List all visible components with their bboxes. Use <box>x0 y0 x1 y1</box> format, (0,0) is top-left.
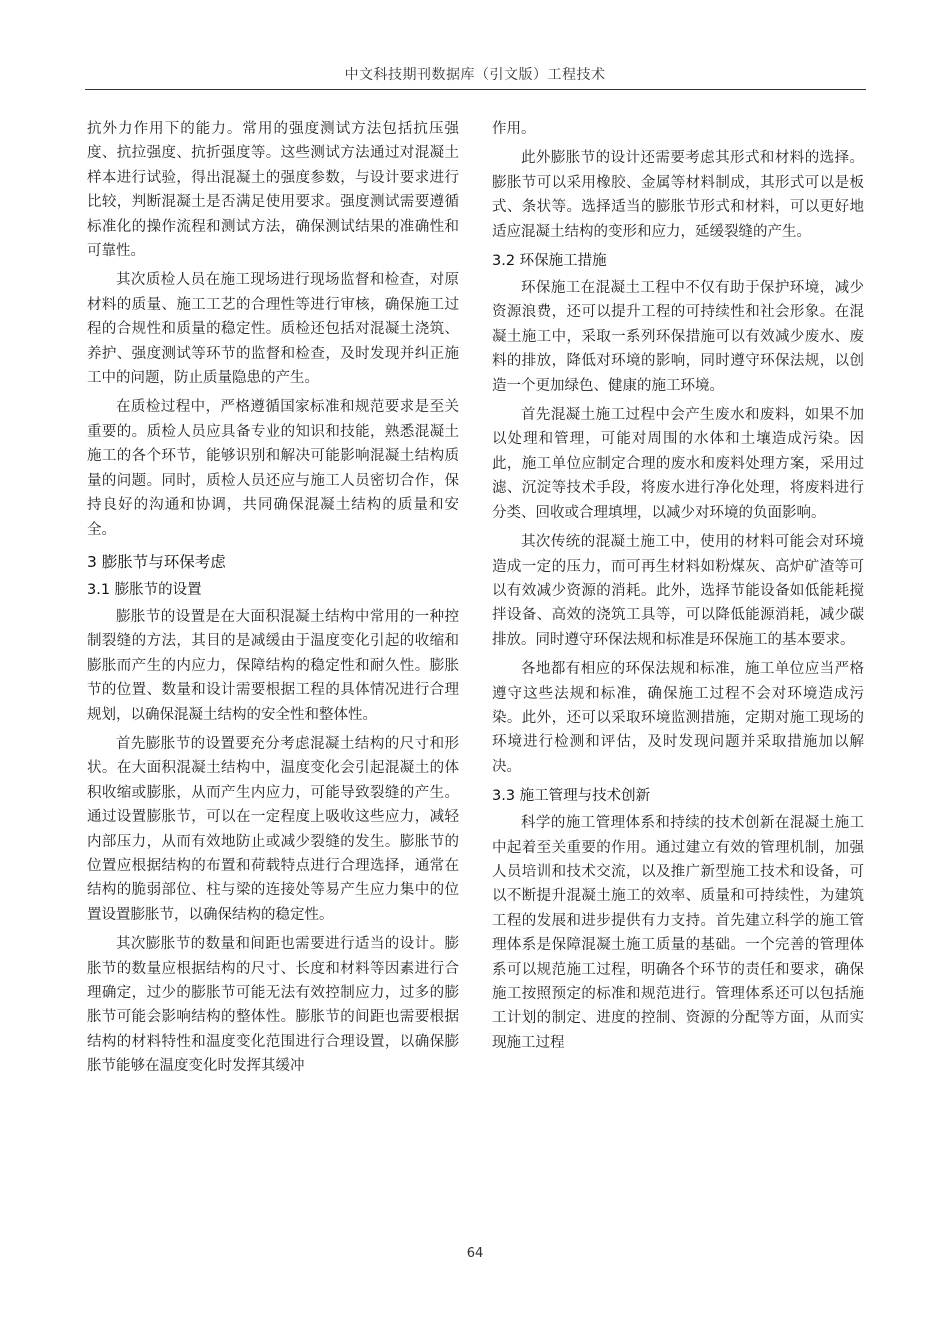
paragraph: 其次质检人员在施工现场进行现场监督和检查，对原材料的质量、施工工艺的合理性等进行审核，确保施工过程的合规性和质量的稳定性。质检还包括对混凝土浇筑、养护、强度测试等环节的监督和检查，及时发现并纠正施工中的问题，防止质量隐患的产生。 <box>87 272 459 387</box>
paragraph: 作用。 <box>492 121 536 137</box>
paragraph: 膨胀节的设置是在大面积混凝土结构中常用的一种控制裂缝的方法，其目的是减缓由于温度变化引起的收缩和膨胀而产生的内应力，保障结构的稳定性和耐久性。膨胀节的位置、数量和设计需要根据工程的具体情况进行合理规划，以确保混凝土结构的安全性和整体性。 <box>87 608 459 723</box>
paragraph: 此外膨胀节的设计还需要考虑其形式和材料的选择。膨胀节可以采用橡胶、金属等材料制成，其形式可以是板式、条状等。选择适当的膨胀节形式和材料，可以更好地适应混凝土结构的变形和应力，延缓裂缝的产生。 <box>492 150 864 240</box>
running-header: 中文科技期刊数据库（引文版）工程技术 <box>344 67 606 83</box>
paragraph: 首先混凝土施工过程中会产生废水和废料，如果不加以处理和管理，可能对周围的水体和土壤造成污染。因此，施工单位应制定合理的废水和废料处理方案，采用过滤、沉淀等技术手段，将废水进行净化处理，将废料进行分类、回收或合理填埋，以减少对环境的负面影响。 <box>492 407 864 521</box>
page-number: 64 <box>466 1246 484 1261</box>
paragraph: 首先膨胀节的设置要充分考虑混凝土结构的尺寸和形状。在大面积混凝土结构中，温度变化会引起混凝土的体积收缩或膨胀，从而产生内应力，可能导致裂缝的产生。通过设置膨胀节，可以在一定程度上吸收这些应力，减轻内部压力，从而有效地防止或减少裂缝的发生。膨胀节的位置应根据结构的布置和荷载特点进行合理选择，通常在结构的脆弱部位、柱与梁的连接处等易产生应力集中的位置设置膨胀节，以确保结构的稳定性。 <box>87 735 459 923</box>
header-divider <box>85 89 866 90</box>
subsection-heading-3-2: 3.2 环保施工措施 <box>492 253 607 270</box>
paragraph: 在质检过程中，严格遵循国家标准和规范要求是至关重要的。质检人员应具备专业的知识和技能，熟悉混凝土施工的各个环节，能够识别和解决可能影响混凝土结构质量的问题。同时，质检人员还应与施工人员密切合作，保持良好的沟通和协调，共同确保混凝土结构的质量和安全。 <box>87 399 459 538</box>
paragraph: 其次传统的混凝土施工中，使用的材料可能会对环境造成一定的压力，而可再生材料如粉煤灰、高炉矿渣等可以有效减少资源的消耗。此外，选择节能设备如低能耗搅拌设备、高效的浇筑工具等，可以降低能源消耗，减少碳排放。同时遵守环保法规和标准是环保施工的基本要求。 <box>492 534 864 648</box>
paragraph: 科学的施工管理体系和持续的技术创新在混凝土施工中起着至关重要的作用。通过建立有效的管理机制，加强人员培训和技术交流，以及推广新型施工技术和设备，可以不断提升混凝土施工的效率、质量和可持续性，为建筑工程的发展和进步提供有力支持。首先建立科学的施工管理体系是保障混凝土施工质量的基础。一个完善的管理体系可以规范施工过程，明确各个环节的责任和要求，确保施工按照预定的标准和规范进行。管理体系还可以包括施工计划的制定、进度的控制、资源的分配等方面，从而实现施工过程 <box>492 815 864 1051</box>
subsection-heading-3-1: 3.1 膨胀节的设置 <box>87 581 202 598</box>
paragraph: 其次膨胀节的数量和间距也需要进行适当的设计。膨胀节的数量应根据结构的尺寸、长度和材料等因素进行合理确定，过少的膨胀节可能无法有效控制应力，过多的膨胀节可能会影响结构的整体性。膨胀节的间距也需要根据结构的材料特性和温度变化范围进行合理设置，以确保膨胀节能够在温度变化时发挥其缓冲 <box>87 936 459 1075</box>
right-column <box>492 117 864 1060</box>
subsection-heading-3-3: 3.3 施工管理与技术创新 <box>492 788 651 805</box>
paragraph: 抗外力作用下的能力。常用的强度测试方法包括抗压强度、抗拉强度、抗折强度等。这些测试方法通过对混凝土样本进行试验，得出混凝土的强度参数，与设计要求进行比较，判断混凝土是否满足使用要求。强度测试需要遵循标准化的操作流程和测试方法，确保测试结果的准确性和可靠性。 <box>87 121 459 260</box>
paragraph: 环保施工在混凝土工程中不仅有助于保护环境，减少资源浪费，还可以提升工程的可持续性和社会形象。在混凝土施工中，采取一系列环保措施可以有效减少废水、废料的排放，降低对环境的影响，同时遵守环保法规，以创造一个更加绿色、健康的施工环境。 <box>492 280 864 394</box>
left-column <box>87 117 459 1084</box>
paragraph: 各地都有相应的环保法规和标准，施工单位应当严格遵守这些法规和标准，确保施工过程不会对环境造成污染。此外，还可以采取环境监测措施，定期对施工现场的环境进行检测和评估，及时发现问题并采取措施加以解决。 <box>492 661 864 775</box>
section-heading-3: 3 膨胀节与环保考虑 <box>87 552 226 571</box>
